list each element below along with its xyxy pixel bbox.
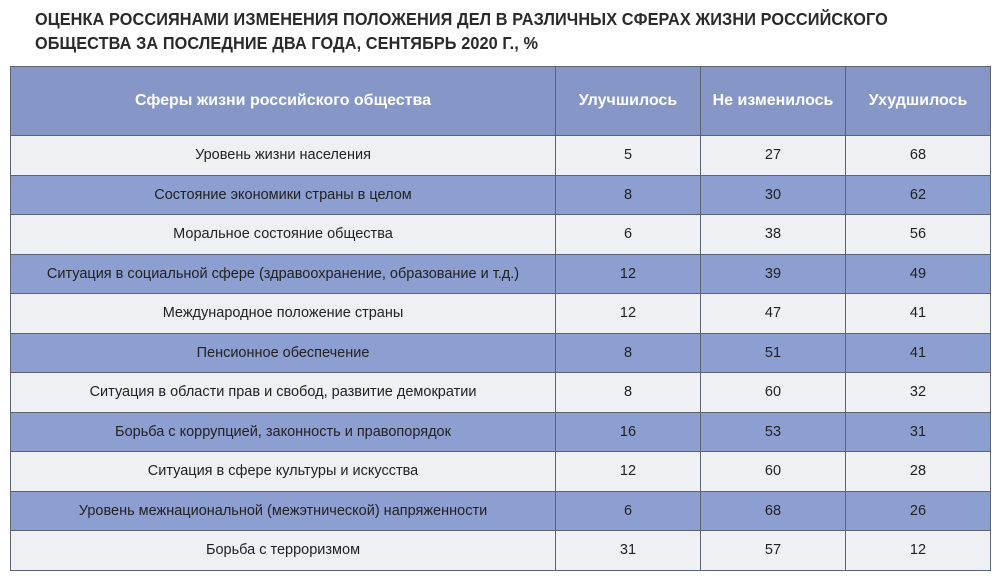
cell-sphere: Моральное состояние общества [11, 215, 556, 255]
cell-sphere: Борьба с терроризмом [11, 531, 556, 571]
cell-improved: 31 [556, 531, 701, 571]
cell-worsened: 56 [846, 215, 991, 255]
cell-unchanged: 68 [701, 491, 846, 531]
header-unchanged: Не изменилось [701, 67, 846, 136]
header-sphere: Сферы жизни российского общества [11, 67, 556, 136]
cell-unchanged: 27 [701, 136, 846, 176]
cell-unchanged: 60 [701, 373, 846, 413]
table-row [11, 452, 991, 492]
cell-sphere: Пенсионное обеспечение [11, 333, 556, 373]
cell-worsened: 12 [846, 531, 991, 571]
title-line-1: ОЦЕНКА РОССИЯНАМИ ИЗМЕНЕНИЯ ПОЛОЖЕНИЯ ДЕЛ В РАЗЛИЧНЫХ СФЕРАХ ЖИЗНИ РОССИЙСКОГО [35, 9, 888, 29]
cell-worsened: 49 [846, 254, 991, 294]
cell-sphere: Ситуация в социальной сфере (здравоохранение, образование и т.д.) [11, 254, 556, 294]
table-row [11, 215, 991, 255]
cell-sphere: Ситуация в сфере культуры и искусства [11, 452, 556, 492]
table-row [11, 254, 991, 294]
cell-unchanged: 30 [701, 175, 846, 215]
cell-worsened: 41 [846, 294, 991, 334]
header-worsened: Ухудшилось [846, 67, 991, 136]
data-table [10, 66, 991, 571]
cell-unchanged: 57 [701, 531, 846, 571]
cell-worsened: 32 [846, 373, 991, 413]
table-row [11, 175, 991, 215]
page-title [35, 7, 919, 55]
cell-sphere: Уровень межнациональной (межэтнической) напряженности [11, 491, 556, 531]
cell-worsened: 62 [846, 175, 991, 215]
cell-sphere: Уровень жизни населения [11, 136, 556, 176]
title-line-2: ОБЩЕСТВА ЗА ПОСЛЕДНИЕ ДВА ГОДА, СЕНТЯБРЬ 2020 Г., % [35, 33, 539, 53]
cell-sphere: Международное положение страны [11, 294, 556, 334]
cell-unchanged: 38 [701, 215, 846, 255]
table-row [11, 333, 991, 373]
cell-improved: 6 [556, 491, 701, 531]
cell-worsened: 28 [846, 452, 991, 492]
cell-unchanged: 53 [701, 412, 846, 452]
cell-worsened: 31 [846, 412, 991, 452]
cell-unchanged: 39 [701, 254, 846, 294]
table-row [11, 491, 991, 531]
cell-improved: 16 [556, 412, 701, 452]
cell-improved: 12 [556, 452, 701, 492]
table-row [11, 373, 991, 413]
cell-unchanged: 60 [701, 452, 846, 492]
table-row [11, 412, 991, 452]
table-row [11, 531, 991, 571]
cell-improved: 12 [556, 294, 701, 334]
cell-worsened: 68 [846, 136, 991, 176]
cell-sphere: Ситуация в области прав и свобод, развитие демократии [11, 373, 556, 413]
header-improved: Улучшилось [556, 67, 701, 136]
cell-worsened: 41 [846, 333, 991, 373]
table-header-row [11, 67, 991, 136]
cell-worsened: 26 [846, 491, 991, 531]
cell-improved: 8 [556, 333, 701, 373]
cell-improved: 12 [556, 254, 701, 294]
cell-sphere: Борьба с коррупцией, законность и правопорядок [11, 412, 556, 452]
cell-improved: 6 [556, 215, 701, 255]
cell-improved: 8 [556, 373, 701, 413]
table-row [11, 136, 991, 176]
cell-improved: 5 [556, 136, 701, 176]
cell-sphere: Состояние экономики страны в целом [11, 175, 556, 215]
table-row [11, 294, 991, 334]
cell-improved: 8 [556, 175, 701, 215]
cell-unchanged: 51 [701, 333, 846, 373]
cell-unchanged: 47 [701, 294, 846, 334]
